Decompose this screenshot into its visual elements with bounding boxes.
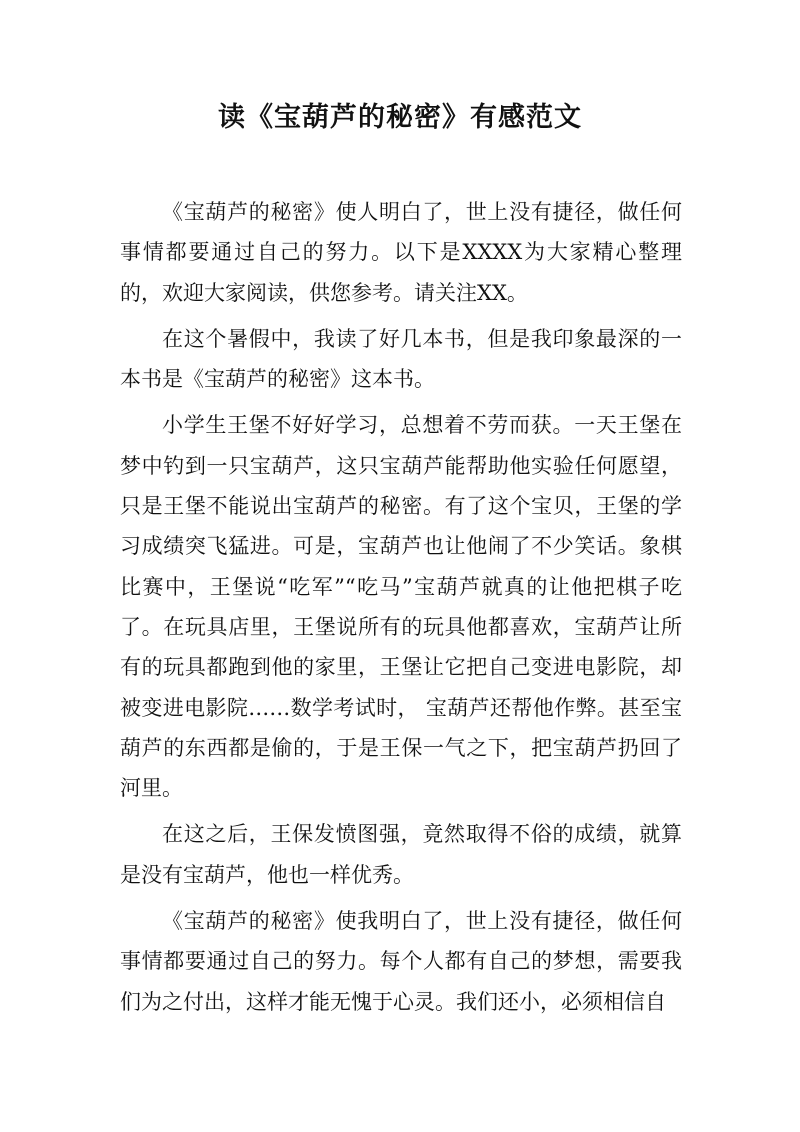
document-body [120, 192, 682, 1028]
paragraph-lesson: 《宝葫芦的秘密》使我明白了，世上没有捷径，做任何事情都要通过自己的努力。每个人都有自己的梦想，需要我们为之付出，这样才能无愧于心灵。我们还小，必须相信自 [120, 909, 682, 1014]
document-title: 读《宝葫芦的秘密》有感范文 [218, 102, 582, 133]
paragraph-story: 小学生王堡不好好学习，总想着不劳而获。一天王堡在梦中钓到一只宝葫芦，这只宝葫芦能帮助他实验任何愿望，只是王堡不能说出宝葫芦的秘密。有了这个宝贝，王堡的学习成绩突飞猛进。可是，宝葫芦也让他闹了不少笑话。象棋比赛中，王堡说“吃军”“吃马”宝葫芦就真的让他把棋子吃了。在玩具店里，王堡说所有的玩具他都喜欢，宝葫芦让所有的玩具都跑到他的家里，王堡让它把自己变进电影院，却被变进电影院……数学考试时， 宝葫芦还帮他作弊。甚至宝葫芦的东西都是偷的，于是王保一气之下，把宝葫芦扔回了河里。 [120, 413, 682, 801]
paragraph-intro: 《宝葫芦的秘密》使人明白了，世上没有捷径，做任何事情都要通过自己的努力。以下是XXXX为大家精心整理的，欢迎大家阅读，供您参考。请关注XX。 [120, 200, 682, 305]
paragraph-after: 在这之后，王保发愤图强，竟然取得不俗的成绩，就算是没有宝葫芦，他也一样优秀。 [120, 822, 682, 887]
paragraph-summer-reading: 在这个暑假中，我读了好几本书，但是我印象最深的一本书是《宝葫芦的秘密》这本书。 [120, 326, 682, 392]
